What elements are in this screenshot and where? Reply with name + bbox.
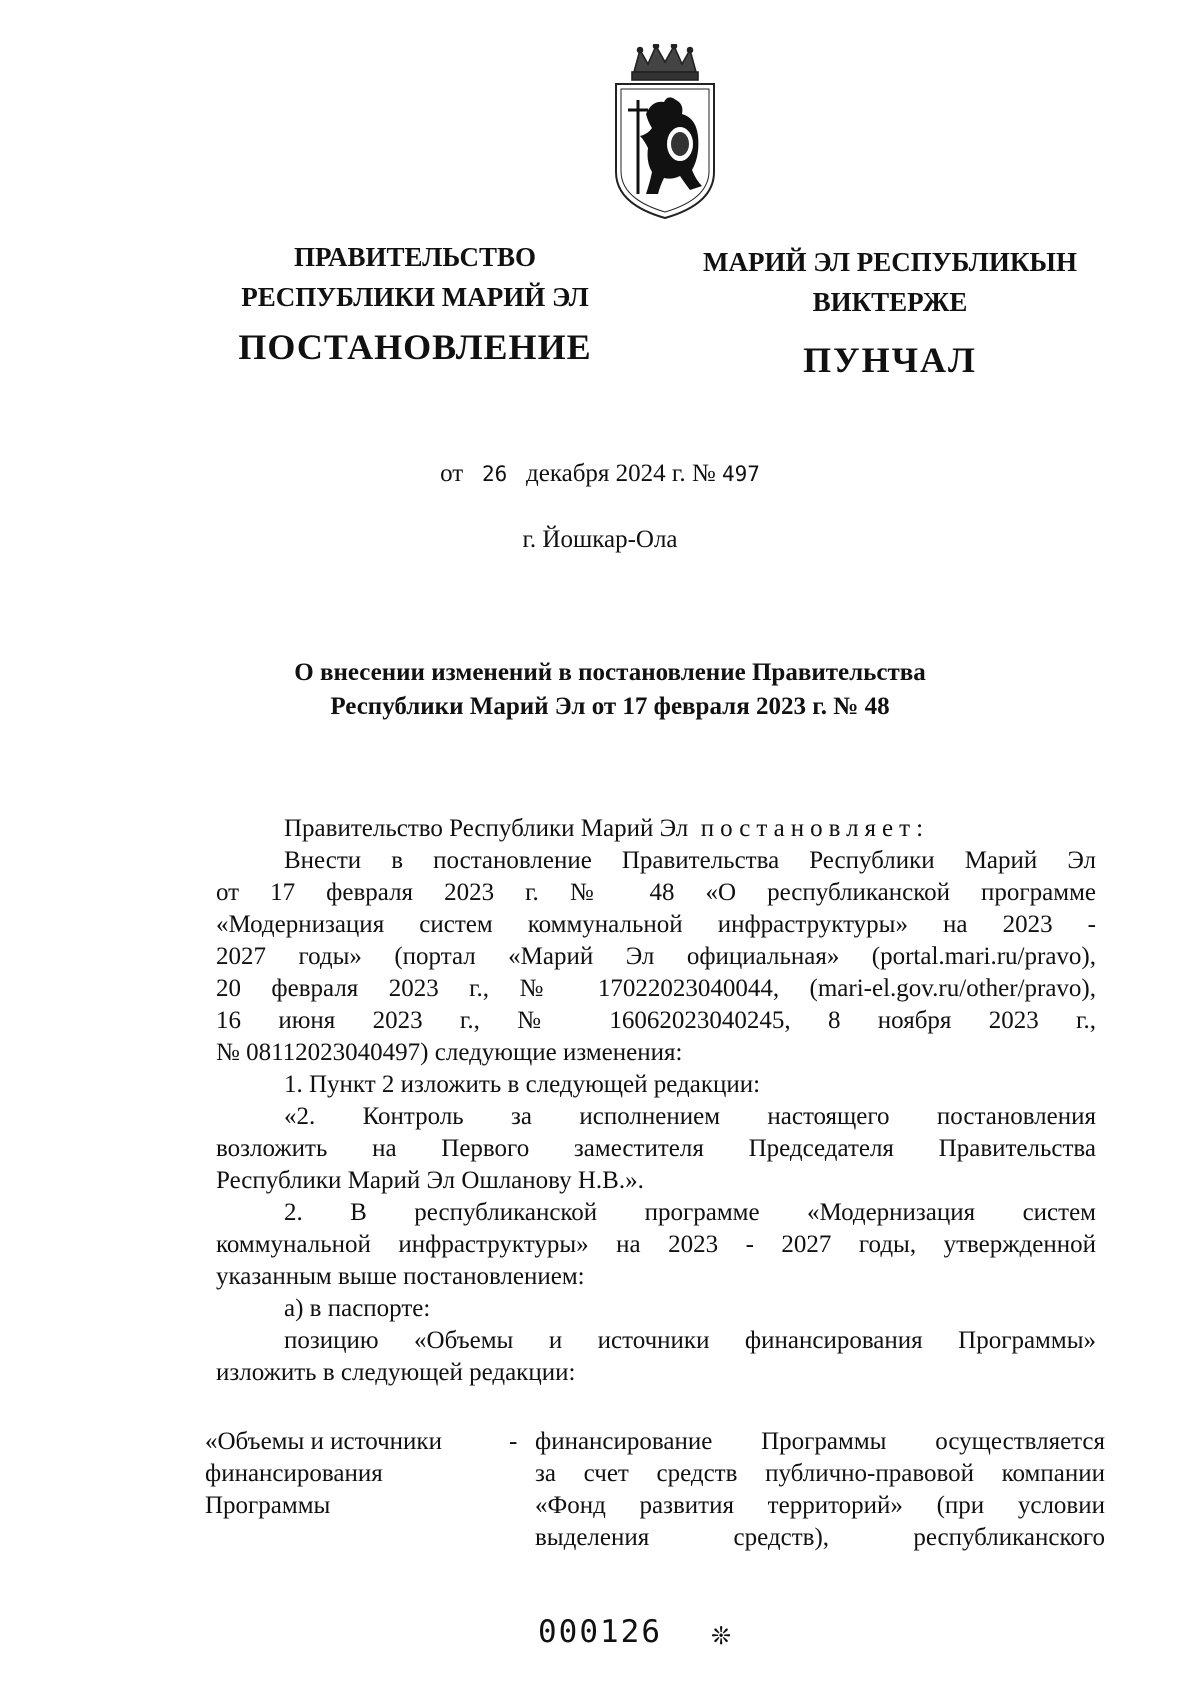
paragraph-item-1: 1. Пункт 2 изложить в следующей редакции: [284,1071,761,1098]
document-number: 497 [721,462,760,486]
document-title [220,656,1000,724]
paragraph-item-2-line: указанным выше постановлением: [216,1263,585,1290]
document-date [0,460,1200,488]
org-name-mari-line2: ВИКТЕРЖЕ [812,287,968,317]
date-prefix: от [440,460,464,487]
paragraph-amend-line: 2027 годы» (портал «Марий Эл официальная» (portal.mari.ru/pravo), [216,943,1096,970]
title-line-2: Республики Марий Эл от 17 февраля 2023 г. № 48 [330,693,890,720]
paragraph-amend-line: 16 июня 2023 г., № 16062023040245, 8 ноября 2023 г., [216,1007,1096,1034]
paragraph-amend-line: 20 февраля 2023 г., № 17022023040044, (mari-el.gov.ru/other/pravo), [216,975,1096,1002]
position-dash: - [509,1428,518,1455]
document-city: г. Йошкар-Ола [522,526,678,553]
paragraph-amend-line: Внести в постановление Правительства Республики Марий Эл [284,847,1096,874]
coat-of-arms-icon [612,44,718,220]
date-rest: декабря 2024 г. № [526,460,716,487]
org-name-mari-line1: МАРИЙ ЭЛ РЕСПУБЛИКЫН [703,247,1077,277]
paragraph-quote-line: возложить на Первого заместителя Председателя Правительства [216,1135,1096,1162]
doc-kind-ru: ПОСТАНОВЛЕНИЕ [238,327,592,367]
paragraph-amend-line: от 17 февраля 2023 г. № 48 «О республиканской программе [216,879,1096,906]
paragraph-subitem-a: а) в паспорте: [284,1295,431,1322]
paragraph-quote-line: «2. Контроль за исполнением настоящего постановления [284,1103,1096,1130]
paragraph-item-2-line: коммунальной инфраструктуры» на 2023 - 2027 годы, утвержденной [216,1231,1096,1258]
paragraph-amend-line: «Модернизация систем коммунальной инфраструктуры» на 2023 - [216,911,1096,938]
ornament-mark-icon: ❊ [711,1622,732,1650]
header-left [205,237,625,367]
paragraph-position-line: изложить в следующей редакции: [216,1359,576,1386]
document-body [216,813,1096,1389]
paragraph-item-2-line: 2. В республиканской программе «Модернизация систем [284,1199,1096,1226]
doc-kind-mari: ПУНЧАЛ [803,340,977,380]
paragraph-position-line: позицию «Объемы и источники финансирования Программы» [284,1327,1096,1354]
paragraph-quote-line: Республики Марий Эл Ошланову Н.В.». [216,1167,644,1194]
position-label: «Объемы и источники финансирования Программы [205,1428,442,1519]
header-right [670,242,1110,380]
org-name-ru-line1: ПРАВИТЕЛЬСТВО [293,242,537,272]
paragraph-resolves: Правительство Республики Марий Эл постановляет: [284,815,930,842]
date-day: 26 [481,462,508,486]
paragraph-amend-line: № 08112023040497) следующие изменения: [216,1039,683,1066]
org-name-ru-line2: РЕСПУБЛИКИ МАРИЙ ЭЛ [241,282,589,312]
page-serial-number: 000126 [538,1614,662,1650]
position-value: финансирование Программы осуществляется за счет средств публично-правовой компании «Фонд развития территорий» (при условии выделения средств), республиканского [535,1428,1105,1551]
crown-icon [632,44,698,80]
title-line-1: О внесении изменений в постановление Правительства [294,659,926,686]
